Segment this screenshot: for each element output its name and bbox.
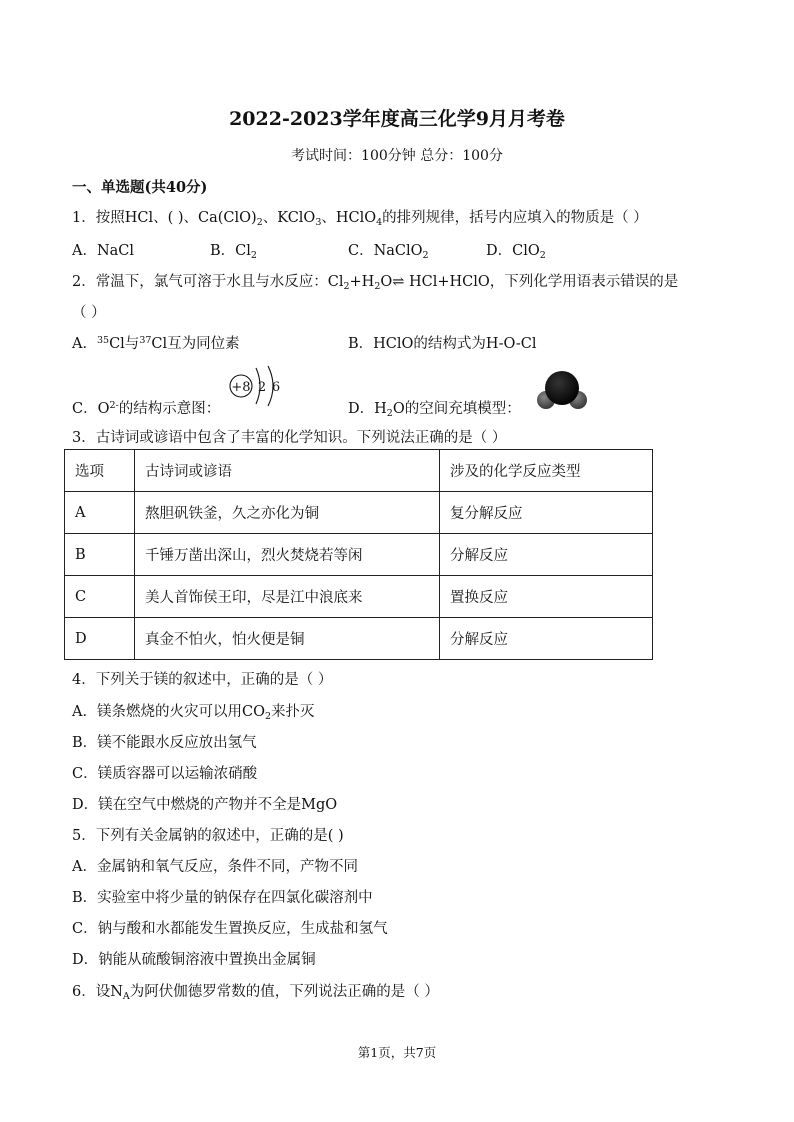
question-2-option-c: C．$O^{2-}$的结构示意图： bbox=[72, 400, 221, 417]
question-3-table bbox=[64, 449, 653, 660]
question-4-option-c: C．镁质容器可以运输浓硝酸 bbox=[72, 766, 258, 782]
question-1-stem: 1．按照HCl、( )、$Ca(ClO)_2$、KClO$_3$、HClO$_4$的排列规律，括号内应填入的物质是（ ） bbox=[72, 210, 648, 228]
table-cell: 熬胆矾铁釜，久之亦化为铜 bbox=[135, 492, 440, 534]
table-header-cell: 选项 bbox=[65, 450, 135, 492]
table-row bbox=[65, 576, 653, 618]
question-5-option-c: C．钠与酸和水都能发生置换反应，生成盐和氢气 bbox=[72, 921, 388, 937]
question-1-option-d: D．ClO$_2$ bbox=[486, 243, 546, 261]
question-5-option-a: A．金属钠和氧气反应，条件不同，产物不同 bbox=[72, 859, 358, 875]
table-cell: A bbox=[65, 492, 135, 534]
section-heading: 一、单选题(共40分) bbox=[72, 179, 208, 196]
page-number: 第1页，共7页 bbox=[357, 1045, 437, 1060]
table-cell: 千锤万凿出深山，烈火焚烧若等闲 bbox=[135, 534, 440, 576]
question-4-option-d: D．镁在空气中燃烧的产物并不全是MgO bbox=[72, 797, 338, 813]
question-5-option-b: B．实验室中将少量的钠保存在四氯化碳溶剂中 bbox=[72, 890, 373, 906]
table-cell: 分解反应 bbox=[440, 534, 653, 576]
table-cell: 真金不怕火，怕火便是铜 bbox=[135, 618, 440, 660]
question-4-option-b: B．镁不能跟水反应放出氢气 bbox=[72, 735, 257, 751]
table-header-cell: 涉及的化学反应类型 bbox=[440, 450, 653, 492]
exam-title: 2022-2023学年度高三化学9月月考卷 bbox=[229, 108, 565, 130]
table-cell: B bbox=[65, 534, 135, 576]
table-row bbox=[65, 534, 653, 576]
question-2-option-a: A．$^{35}$Cl与$^{37}$Cl互为同位素 bbox=[72, 335, 240, 352]
nucleus-charge: +8 bbox=[231, 380, 251, 395]
question-4-option-a: A．镁条燃烧的火灾可以用$CO_2$来扑灭 bbox=[72, 704, 315, 722]
table-header-row bbox=[65, 450, 653, 492]
question-1-option-b: B．$Cl_2$ bbox=[210, 243, 257, 261]
table-cell: C bbox=[65, 576, 135, 618]
question-2-stem: 2．常温下，氯气可溶于水且与水反应：$Cl_2+H_2O\rightleftharpoons$ HCl+HClO，下列化学用语表示错误的是 bbox=[72, 274, 679, 292]
question-4-stem: 4．下列关于镁的叙述中，正确的是（ ） bbox=[72, 672, 333, 688]
oxygen-ion-structure-diagram bbox=[226, 364, 286, 412]
table-row bbox=[65, 492, 653, 534]
table-header-cell: 古诗词或谚语 bbox=[135, 450, 440, 492]
question-3-stem: 3．古诗词或谚语中包含了丰富的化学知识。下列说法正确的是（ ） bbox=[72, 430, 507, 446]
question-5-stem: 5．下列有关金属钠的叙述中，正确的是( ) bbox=[72, 828, 344, 844]
table-cell: 分解反应 bbox=[440, 618, 653, 660]
table-cell: 复分解反应 bbox=[440, 492, 653, 534]
table-row bbox=[65, 618, 653, 660]
shell-1-electrons: 2 bbox=[257, 380, 267, 395]
question-5-option-d: D．钠能从硫酸铜溶液中置换出金属铜 bbox=[72, 952, 316, 968]
question-1-option-c: C．NaClO$_2$ bbox=[348, 243, 429, 261]
table-cell: D bbox=[65, 618, 135, 660]
question-2-option-d: D．$H_2O$的空间充填模型： bbox=[348, 401, 521, 419]
question-2-stem-line2: （ ） bbox=[72, 305, 106, 321]
shell-2-electrons: 6 bbox=[271, 380, 281, 395]
table-cell: 置换反应 bbox=[440, 576, 653, 618]
table-cell: 美人首饰侯王印，尽是江中浪底来 bbox=[135, 576, 440, 618]
water-space-filling-model-icon bbox=[535, 370, 589, 412]
question-2-option-b: B．HClO的结构式为H-O-Cl bbox=[348, 336, 537, 352]
question-1-option-a: A．NaCl bbox=[72, 243, 135, 259]
exam-subtitle: 考试时间：100分钟 总分：100分 bbox=[291, 148, 503, 164]
question-6-stem: 6．设$N_A$为阿伏伽德罗常数的值，下列说法正确的是（ ） bbox=[72, 984, 439, 1002]
